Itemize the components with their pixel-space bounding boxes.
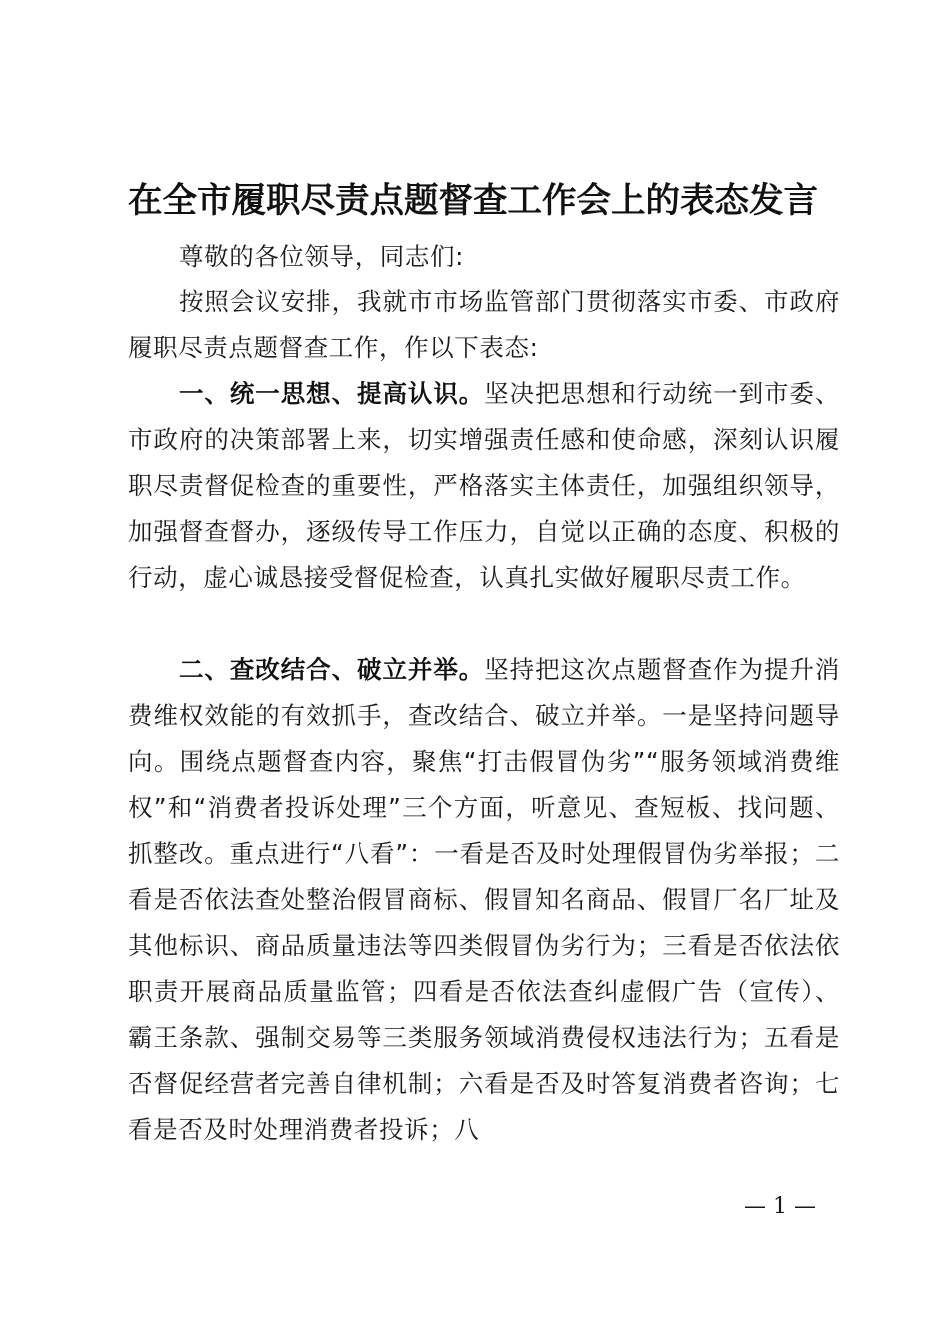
section-2-body: 坚持把这次点题督查作为提升消费维权效能的有效抓手，查改结合、破立并举。一是坚持问题导向。围绕点题督查内容，聚焦“打击假冒伪劣”“服务领域消费维权”和“消费者投诉处理”三个方面，听意见、查短板、找问题、抓整改。重点进行“八看”：一看是否及时处理假冒伪劣举报；二看是否依法查处整治假冒商标、假冒知名商品、假冒厂名厂址及其他标识、商品质量违法等四类假冒伪劣行为；三看是否依法依职责开展商品质量监管；四看是否依法查纠虚假广告（宣传）、霸王条款、强制交易等三类服务领域消费侵权违法行为；五看是否督促经营者完善自律机制；六看是否及时答复消费者咨询；七看是否及时处理消费者投诉；八 — [128, 655, 840, 1144]
salutation — [128, 234, 840, 280]
page-number: — 1 — — [744, 1194, 816, 1219]
paragraph-section-1-text — [128, 371, 840, 601]
paragraph-section-2-text — [128, 647, 840, 1153]
section-1-body: 坚决把思想和行动统一到市委、市政府的决策部署上来，切实增强责任感和使命感，深刻认识履职尽责督促检查的重要性，严格落实主体责任，加强组织领导，加强督查督办，逐级传导工作压力，自觉以正确的态度、积极的行动，虚心诚恳接受督促检查，认真扎实做好履职尽责工作。 — [128, 379, 840, 592]
paragraph-intro-body: 按照会议安排，我就市市场监管部门贯彻落实市委、市政府履职尽责点题督查工作，作以下表态: — [128, 287, 840, 362]
paragraph-intro — [128, 279, 840, 371]
paragraph-section-2 — [128, 647, 840, 1153]
document-title: 在全市履职尽责点题督查工作会上的表态发言 — [128, 181, 818, 221]
paragraph-intro-text — [128, 279, 840, 371]
salutation-text: 尊敬的各位领导，同志们: — [179, 242, 464, 271]
paragraph-section-1 — [128, 371, 840, 601]
section-1-heading: 一、统一思想、提高认识。 — [179, 379, 485, 408]
section-2-heading: 二、查改结合、破立并举。 — [179, 655, 485, 684]
